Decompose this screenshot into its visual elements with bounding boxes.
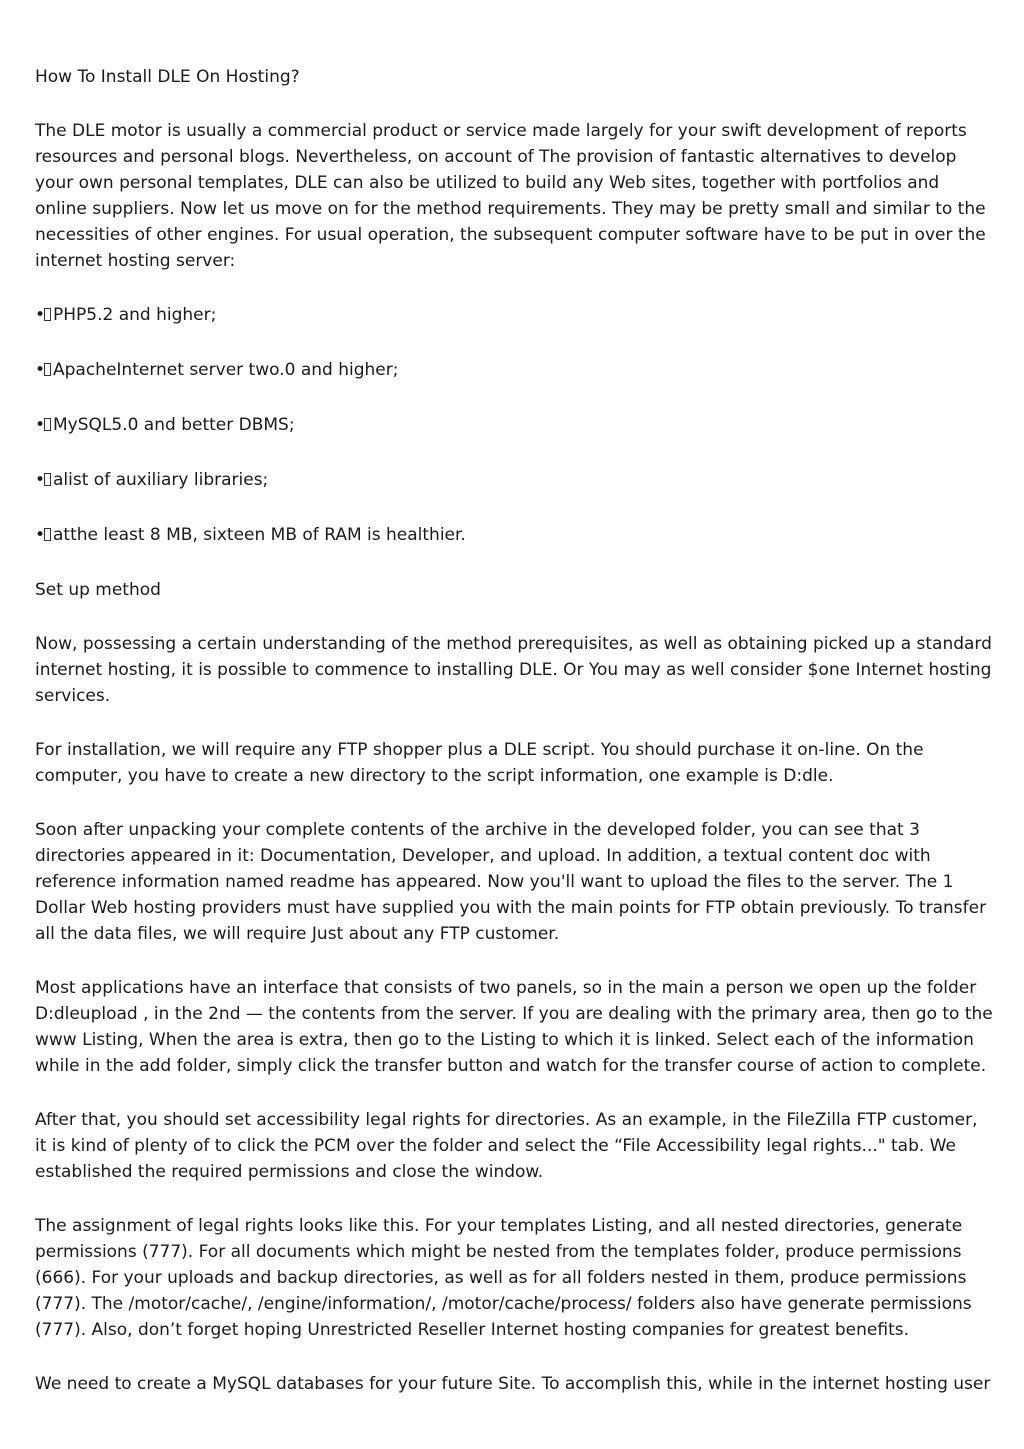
paragraph-ftp-panels: Most applications have an interface that consists of two panels, so in the main a person we open up the folder D:dleupload , in the 2nd — the contents from the server. If you are dealing with the primary area, then go to the www Listing, When the area is extra, then go to the Listing to which it is linked. Select each of the information while in the add folder, simply click the transfer button and watch for the transfer course of action to complete. [35,978,993,1076]
list-item-text: PHP5.2 and higher; [53,305,217,325]
section-heading: Set up method [35,580,161,600]
bullet-marker: • [35,415,46,435]
list-item [35,467,993,493]
requirements-list [35,302,993,548]
list-item-text: alist of auxiliary libraries; [53,470,269,490]
paragraph-access-rights: After that, you should set accessibility legal rights for directories. As an example, in the FileZilla FTP customer, it is kind of plenty of to click the PCM over the folder and select the “File Accessibility legal rights..." tab. We established the required permissions and close the window. [35,1110,978,1182]
bullet-marker: • [35,525,46,545]
paragraph-unpacking: Soon after unpacking your complete contents of the archive in the developed folder, you can see that 3 directories appeared in it: Documentation, Developer, and upload. In addition, a textual content doc with reference information named readme has appeared. Now you'll want to upload the files to the server. The 1 Dollar Web hosting providers must have supplied you with the main points for FTP obtain previously. To transfer all the data files, we will require Just about any FTP customer. [35,820,987,944]
list-item [35,522,993,548]
list-item [35,357,993,383]
missing-glyph-icon [44,528,51,541]
paragraph-permissions: The assignment of legal rights looks like this. For your templates Listing, and all nested directories, generate permissions (777). For all documents which might be nested from the templates folder, produce permissions (666). For your uploads and backup directories, as well as for all folders nested in them, produce permissions (777). The /motor/cache/, /engine/information/, /motor/cache/process/ folders also have generate permissions (777). Also, don’t forget hoping Unrestricted Reseller Internet hosting companies for greatest benefits. [35,1216,972,1340]
bullet-marker: • [35,470,46,490]
document-page [35,64,993,1397]
intro-paragraph: The DLE motor is usually a commercial product or service made largely for your swift development of reports resources and personal blogs. Nevertheless, on account of The provision of fantastic alternatives to develop your own personal templates, DLE can also be utilized to build any Web sites, together with portfolios and online suppliers. Now let us move on for the method requirements. They may be pretty small and similar to the necessities of other engines. For usual operation, the subsequent computer software have to be put in over the internet hosting server: [35,121,986,271]
paragraph-prerequisites: Now, possessing a certain understanding of the method prerequisites, as well as obtaining picked up a standard internet hosting, it is possible to commence to installing DLE. Or You may as well consider $one Internet hosting services. [35,634,992,706]
paragraph-installation: For installation, we will require any FTP shopper plus a DLE script. You should purchase it on-line. On the computer, you have to create a new directory to the script information, one example is D:dle. [35,740,924,786]
bullet-marker: • [35,305,46,325]
document-title: How To Install DLE On Hosting? [35,67,300,87]
missing-glyph-icon [44,418,51,431]
list-item [35,302,993,328]
list-item [35,412,993,438]
missing-glyph-icon [44,363,51,376]
list-item-text: ApacheInternet server two.0 and higher; [53,360,399,380]
paragraph-database: We need to create a MySQL databases for your future Site. To accomplish this, while in the internet hosting user [35,1374,991,1394]
missing-glyph-icon [44,308,51,321]
list-item-text: MySQL5.0 and better DBMS; [53,415,295,435]
bullet-marker: • [35,360,46,380]
missing-glyph-icon [44,473,51,486]
list-item-text: atthe least 8 MB, sixteen MB of RAM is healthier. [53,525,466,545]
